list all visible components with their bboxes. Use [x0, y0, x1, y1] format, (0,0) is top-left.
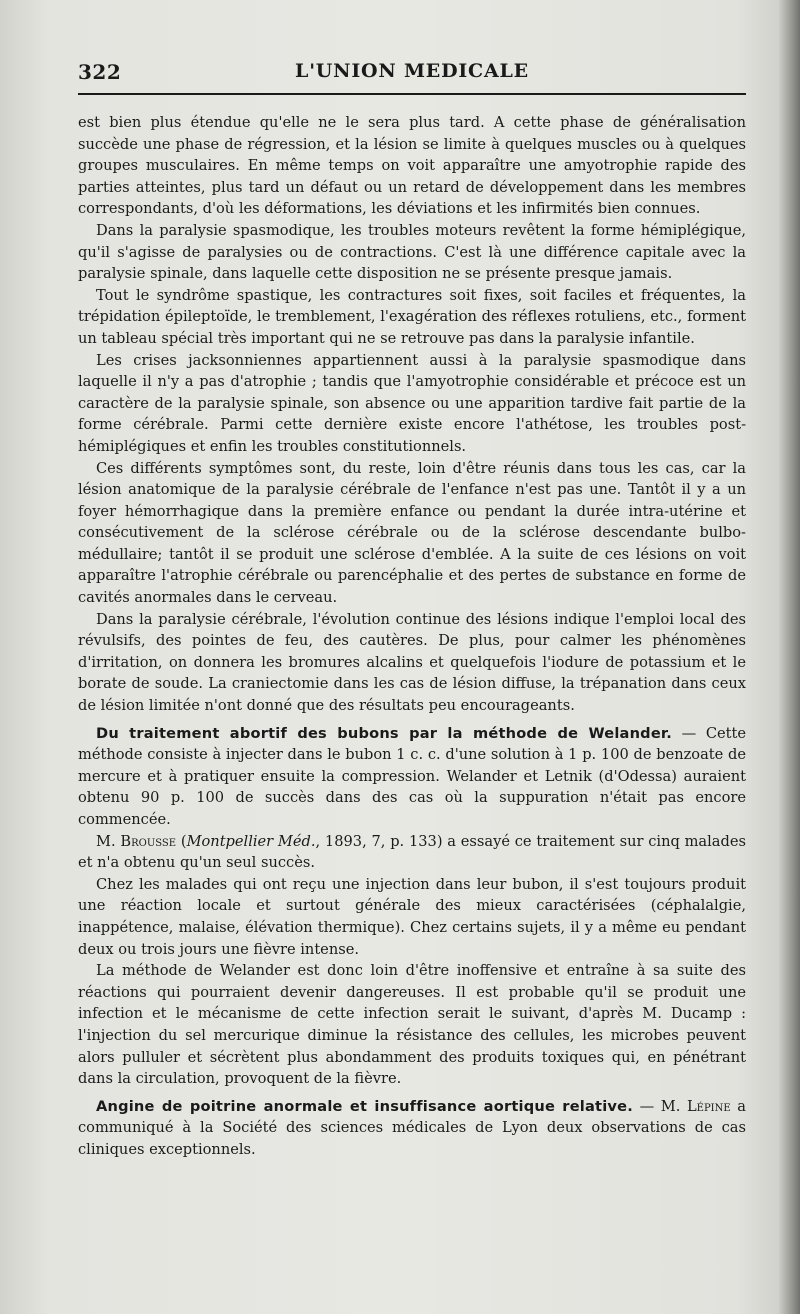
paragraph-brousse: [78, 831, 746, 874]
paragraph-treatment: Dans la paralysie cérébrale, l'évolution continue des lésions indique l'emploi local des révulsifs, des pointes de feu, des cautères. De plus, pour calmer les phénomènes d'irritation, on donnera les bromures alcalins et quelquefois l'iodure de potassium et le borate de soude. La craniectomie dans les cas de lésion diffuse, la trépanation dans ceux de lésion limitée n'ont donné que des résultats peu encourageants.: [78, 610, 746, 715]
section-welander: [78, 723, 746, 831]
author-brousse: M. Brousse: [96, 832, 177, 850]
section-dash: —: [632, 1097, 661, 1115]
paragraph-infection: La méthode de Welander est donc loin d'être inoffensive et entraîne à sa suite des réactions qui pourraient devenir dangereuses. Il est probable qu'il se produit une infection et le mécanisme de cette infection serait le suivant, d'après M. Ducamp : l'injection du sel mercurique diminue la résistance des cellules, les microbes peuvent alors pulluler et sécrètent plus abondamment des produits toxiques qui, en pénétrant dans la circulation, provoquent de la fièvre.: [78, 962, 746, 1088]
section-text-angine: a communiqué à la Société des sciences médicales de Lyon deux observations de cas cliniques exceptionnels.: [78, 1097, 746, 1158]
paragraph-spastic-syndrome: Tout le syndrôme spastique, les contractures soit fixes, soit faciles et fréquentes, la trépidation épileptoïde, le tremblement, l'exagération des réflexes rotuliens, etc., forment un tableau spécial très important qui ne se retrouve pas dans la paralysie infantile.: [78, 286, 746, 347]
section-text-welander: Cette méthode consiste à injecter dans le bubon 1 c. c. d'une solution à 1 p. 100 de benzoate de mercure et à pratiquer ensuite la compression. Welander et Letnik (d'Odessa) auraient obtenu 90 p. 100 de succès dans des cas où la suppuration n'était pas encore commencée.: [78, 724, 746, 828]
paragraph-continued: est bien plus étendue qu'elle ne le sera plus tard. A cette phase de généralisation succède une phase de régression, et la lésion se limite à quelques muscles ou à quelques groupes musculaires. En même temps on voit apparaître une amyotrophie rapide des parties atteintes, plus tard un défaut ou un retard de développement dans les membres correspondants, d'où les déformations, les déviations et les infirmités bien connues.: [78, 114, 746, 218]
paragraph-reaction: Chez les malades qui ont reçu une injection dans leur bubon, il s'est toujours produit une réaction locale et surtout générale des mieux caractérisées (céphalalgie, inappétence, malaise, élévation thermique). Chez certains sujets, il y a même eu pendant deux ou trois jours une fièvre intense.: [78, 875, 746, 958]
paragraph-jacksonian-crises: Les crises jacksonniennes appartiennent aussi à la paralysie spasmodique dans laquelle il n'y a pas d'atrophie ; tandis que l'amyotrophie considérable et précoce est un caractère de la paralysie spinale, son absence ou une apparition tardive fait partie de la forme cérébrale. Parmi cette dernière existe encore l'athétose, les troubles post-hémiplégiques et enfin les troubles constitutionnels.: [78, 351, 746, 455]
page-binding-shadow: [778, 0, 800, 1314]
page-number: 322: [78, 60, 122, 84]
paren-open: (: [176, 832, 187, 850]
citation-rest: , 1893, 7, p. 133) a essayé ce traitement sur cinq malades et n'a obtenu qu'un seul succès.: [78, 832, 746, 872]
journal-title: L'UNION MEDICALE: [295, 60, 529, 82]
section-dash: —: [671, 724, 706, 742]
section-heading-welander: Du traitement abortif des bubons par la méthode de Welander.: [96, 724, 672, 742]
section-angine: [78, 1096, 746, 1161]
journal-citation: Montpellier Méd.: [186, 832, 316, 850]
header-rule: [78, 93, 746, 95]
section-heading-angine: Angine de poitrine anormale et insuffisance aortique relative.: [96, 1097, 633, 1115]
running-header: [78, 60, 746, 88]
author-lepine: M. Lépine: [660, 1097, 731, 1115]
paragraph-symptoms: Ces différents symptômes sont, du reste, loin d'être réunis dans tous les cas, car la lésion anatomique de la paralysie cérébrale de l'enfance n'est pas une. Tantôt il y a un foyer hémorrhagique dans la première enfance ou pendant la durée intra-utérine et consécutivement de la sclérose cérébrale ou de la sclérose descendante bulbo-médullaire; tantôt il se produit une sclérose d'emblée. A la suite de ces lésions on voit apparaître l'atrophie cérébrale ou parencéphalie et des pertes de substance en forme de cavités anormales dans le cerveau.: [78, 459, 746, 607]
paragraph-spasmodic-paralysis: Dans la paralysie spasmodique, les troubles moteurs revêtent la forme hémiplégique, qu'il s'agisse de paralysies ou de contractions. C'est là une différence capitale avec la paralysie spinale, dans laquelle cette disposition ne se présente presque jamais.: [78, 221, 746, 283]
article-body: [78, 112, 746, 1161]
